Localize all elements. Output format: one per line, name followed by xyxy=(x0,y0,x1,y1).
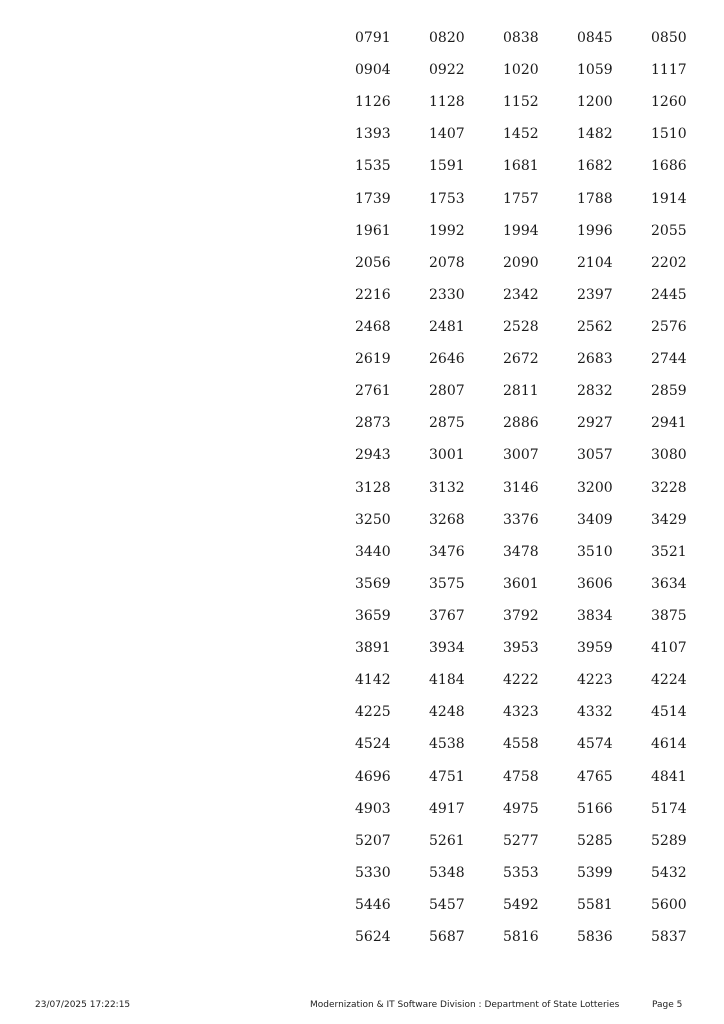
number-cell: 3007 xyxy=(503,447,539,464)
number-cell: 2090 xyxy=(503,254,539,271)
number-cell: 2342 xyxy=(503,286,539,303)
number-cell: 4758 xyxy=(503,768,539,785)
number-cell: 2859 xyxy=(651,383,687,400)
page-footer xyxy=(0,1000,724,1014)
number-cell: 1200 xyxy=(577,94,613,111)
number-cell: 1753 xyxy=(429,190,465,207)
number-cell: 4917 xyxy=(429,800,465,817)
number-cell: 5432 xyxy=(651,864,687,881)
number-cell: 2330 xyxy=(429,286,465,303)
number-cell: 2832 xyxy=(577,383,613,400)
number-cell: 2078 xyxy=(429,254,465,271)
number-cell: 4224 xyxy=(651,672,687,689)
number-cell: 2576 xyxy=(651,318,687,335)
number-cell: 0838 xyxy=(503,30,539,46)
number-cell: 3934 xyxy=(429,640,465,657)
number-cell: 4841 xyxy=(651,768,687,785)
number-cell: 3146 xyxy=(503,479,539,496)
number-cell: 0922 xyxy=(429,62,465,79)
number-cell: 4524 xyxy=(355,736,391,753)
number-cell: 5624 xyxy=(355,929,391,946)
number-cell: 1682 xyxy=(577,158,613,175)
number-cell: 5687 xyxy=(429,929,465,946)
number-cell: 0904 xyxy=(355,62,391,79)
number-cell: 0850 xyxy=(651,30,687,46)
number-cell: 2744 xyxy=(651,351,687,368)
number-cell: 1260 xyxy=(651,94,687,111)
number-cell: 5277 xyxy=(503,832,539,849)
number-cell: 2683 xyxy=(577,351,613,368)
number-cell: 4323 xyxy=(503,704,539,721)
number-cell: 5174 xyxy=(651,800,687,817)
number-cell: 3440 xyxy=(355,543,391,560)
number-cell: 1482 xyxy=(577,126,613,143)
number-cell: 4558 xyxy=(503,736,539,753)
number-cell: 1914 xyxy=(651,190,687,207)
number-cell: 3132 xyxy=(429,479,465,496)
number-cell: 2927 xyxy=(577,415,613,432)
number-cell: 1059 xyxy=(577,62,613,79)
footer-datetime: 23/07/2025 17:22:15 xyxy=(35,1000,131,1010)
number-cell: 1757 xyxy=(503,190,539,207)
number-cell: 4223 xyxy=(577,672,613,689)
number-cell: 2941 xyxy=(651,415,687,432)
number-cell: 3953 xyxy=(503,640,539,657)
number-cell: 5261 xyxy=(429,832,465,849)
number-cell: 2886 xyxy=(503,415,539,432)
number-cell: 3057 xyxy=(577,447,613,464)
number-cell: 5600 xyxy=(651,896,687,913)
number-cell: 5353 xyxy=(503,864,539,881)
number-cell: 1128 xyxy=(429,94,465,111)
number-cell: 3228 xyxy=(651,479,687,496)
number-cell: 2528 xyxy=(503,318,539,335)
winning-numbers-grid xyxy=(336,22,706,953)
number-cell: 5446 xyxy=(355,896,391,913)
number-cell: 4975 xyxy=(503,800,539,817)
number-cell: 3409 xyxy=(577,511,613,528)
number-cell: 5816 xyxy=(503,929,539,946)
number-cell: 5166 xyxy=(577,800,613,817)
number-cell: 3128 xyxy=(355,479,391,496)
number-cell: 0820 xyxy=(429,30,465,46)
number-cell: 5457 xyxy=(429,896,465,913)
number-cell: 5581 xyxy=(577,896,613,913)
number-cell: 5837 xyxy=(651,929,687,946)
number-cell: 4107 xyxy=(651,640,687,657)
number-cell: 3521 xyxy=(651,543,687,560)
number-cell: 1788 xyxy=(577,190,613,207)
number-cell: 3250 xyxy=(355,511,391,528)
number-cell: 1996 xyxy=(577,222,613,239)
number-cell: 2104 xyxy=(577,254,613,271)
number-cell: 4903 xyxy=(355,800,391,817)
number-cell: 1126 xyxy=(355,94,391,111)
number-cell: 4765 xyxy=(577,768,613,785)
number-cell: 1681 xyxy=(503,158,539,175)
number-cell: 3478 xyxy=(503,543,539,560)
number-cell: 2202 xyxy=(651,254,687,271)
number-cell: 3959 xyxy=(577,640,613,657)
number-cell: 2807 xyxy=(429,383,465,400)
number-cell: 2672 xyxy=(503,351,539,368)
number-cell: 3575 xyxy=(429,575,465,592)
number-cell: 1686 xyxy=(651,158,687,175)
number-cell: 3606 xyxy=(577,575,613,592)
number-cell: 4514 xyxy=(651,704,687,721)
number-cell: 3476 xyxy=(429,543,465,560)
number-cell: 1117 xyxy=(651,62,687,79)
number-cell: 1510 xyxy=(651,126,687,143)
number-cell: 1452 xyxy=(503,126,539,143)
number-cell: 3001 xyxy=(429,447,465,464)
number-cell: 3268 xyxy=(429,511,465,528)
number-cell: 5207 xyxy=(355,832,391,849)
number-cell: 3200 xyxy=(577,479,613,496)
number-cell: 0845 xyxy=(577,30,613,46)
number-cell: 3601 xyxy=(503,575,539,592)
number-cell: 4142 xyxy=(355,672,391,689)
number-cell: 1994 xyxy=(503,222,539,239)
number-cell: 2056 xyxy=(355,254,391,271)
number-cell: 1961 xyxy=(355,222,391,239)
number-cell: 4696 xyxy=(355,768,391,785)
number-cell: 2811 xyxy=(503,383,539,400)
number-cell: 1591 xyxy=(429,158,465,175)
number-cell: 3510 xyxy=(577,543,613,560)
number-cell: 2875 xyxy=(429,415,465,432)
number-cell: 3634 xyxy=(651,575,687,592)
number-cell: 2646 xyxy=(429,351,465,368)
number-cell: 1020 xyxy=(503,62,539,79)
number-cell: 1739 xyxy=(355,190,391,207)
number-cell: 5285 xyxy=(577,832,613,849)
number-cell: 3569 xyxy=(355,575,391,592)
footer-division: Modernization & IT Software Division : Department of State Lotteries xyxy=(310,1000,620,1010)
number-cell: 2943 xyxy=(355,447,391,464)
number-cell: 5289 xyxy=(651,832,687,849)
number-cell: 2468 xyxy=(355,318,391,335)
number-cell: 1407 xyxy=(429,126,465,143)
number-cell: 4184 xyxy=(429,672,465,689)
number-cell: 3792 xyxy=(503,607,539,624)
number-cell: 2562 xyxy=(577,318,613,335)
number-cell: 4614 xyxy=(651,736,687,753)
number-cell: 2619 xyxy=(355,351,391,368)
number-cell: 4248 xyxy=(429,704,465,721)
number-cell: 2761 xyxy=(355,383,391,400)
number-cell: 2397 xyxy=(577,286,613,303)
number-cell: 5348 xyxy=(429,864,465,881)
number-cell: 3376 xyxy=(503,511,539,528)
number-cell: 2481 xyxy=(429,318,465,335)
number-cell: 3429 xyxy=(651,511,687,528)
number-cell: 4751 xyxy=(429,768,465,785)
number-cell: 2055 xyxy=(651,222,687,239)
number-cell: 0791 xyxy=(355,30,391,46)
number-cell: 1992 xyxy=(429,222,465,239)
number-cell: 4225 xyxy=(355,704,391,721)
number-cell: 2216 xyxy=(355,286,391,303)
number-cell: 4574 xyxy=(577,736,613,753)
number-cell: 3659 xyxy=(355,607,391,624)
number-cell: 3891 xyxy=(355,640,391,657)
number-cell: 5330 xyxy=(355,864,391,881)
number-cell: 1152 xyxy=(503,94,539,111)
number-cell: 5836 xyxy=(577,929,613,946)
number-cell: 2445 xyxy=(651,286,687,303)
number-cell: 3767 xyxy=(429,607,465,624)
number-cell: 2873 xyxy=(355,415,391,432)
number-cell: 3875 xyxy=(651,607,687,624)
number-cell: 3080 xyxy=(651,447,687,464)
number-cell: 4222 xyxy=(503,672,539,689)
number-cell: 1393 xyxy=(355,126,391,143)
number-cell: 1535 xyxy=(355,158,391,175)
footer-page-number: Page 5 xyxy=(652,1000,683,1010)
number-cell: 5399 xyxy=(577,864,613,881)
number-cell: 4538 xyxy=(429,736,465,753)
number-cell: 3834 xyxy=(577,607,613,624)
number-cell: 5492 xyxy=(503,896,539,913)
number-cell: 4332 xyxy=(577,704,613,721)
